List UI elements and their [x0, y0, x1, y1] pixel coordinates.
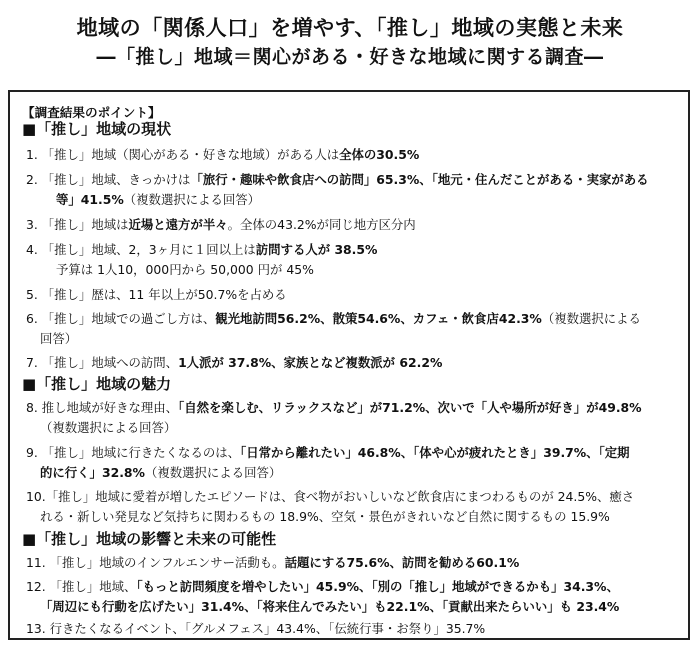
- points-header: 【調査結果のポイント】: [22, 105, 161, 120]
- list-item-continuation: 的に行く」32.8%（複数選択による回答）: [40, 465, 282, 480]
- section-heading-status: ■「推し」地域の現状: [22, 120, 172, 138]
- list-item: 5. 「推し」歴は、11 年以上が50.7%を占める: [26, 287, 287, 302]
- list-item: 7. 「推し」地域への訪問、1人派が 37.8%、家族となど複数派が 62.2%: [26, 355, 443, 370]
- list-item: 3. 「推し」地域は近場と遠方が半々。全体の43.2%が同じ地方区分内: [26, 217, 416, 232]
- list-item-continuation: （複数選択による回答）: [40, 420, 177, 435]
- list-item: 11. 「推し」地域のインフルエンサー活動も。話題にする75.6%、訪問を勧める60.1%: [26, 555, 520, 570]
- list-item-continuation: 予算は 1人10，000円から 50,000 円が 45%: [56, 262, 314, 277]
- list-item: 2. 「推し」地域、きっかけは「旅行・趣味や飲食店への訪問」65.3%、「地元・住んだことがある・実家がある: [26, 172, 649, 187]
- page-title: 地域の「関係人口」を増やす、「推し」地域の実態と未来: [76, 16, 624, 40]
- list-item: 8. 推し地域が好きな理由、「自然を楽しむ、リラックスなど」が71.2%、次いで「人や場所が好き」が49.8%: [26, 400, 642, 415]
- list-item: 10.「推し」地域に愛着が増したエピソードは、食べ物がおいしいなど飲食店にまつわるものが 24.5%、癒さ: [26, 489, 635, 504]
- list-item: 6. 「推し」地域での過ごし方は、観光地訪問56.2%、散策54.6%、カフェ・飲食店42.3%（複数選択による: [26, 311, 641, 326]
- section-heading-appeal: ■「推し」地域の魅力: [22, 375, 172, 393]
- page-subtitle: ―「推し」地域＝関心がある・好きな地域に関する調査―: [96, 46, 604, 68]
- list-item: 13. 行きたくなるイベント、「グルメフェス」43.4%、「伝統行事・お祭り」35.7%: [26, 621, 486, 636]
- list-item: 9. 「推し」地域に行きたくなるのは、「日常から離れたい」46.8%、「体や心が疲れたとき」39.7%、「定期: [26, 445, 630, 460]
- list-item: 1. 「推し」地域（関心がある・好きな地域）がある人は全体の30.5%: [26, 147, 420, 162]
- list-item-continuation: 回答）: [40, 331, 78, 346]
- list-item: 12. 「推し」地域、「もっと訪問頻度を増やしたい」45.9%、「別の「推し」地域ができるかも」34.3%、: [26, 579, 619, 594]
- section-heading-future: ■「推し」地域の影響と未来の可能性: [22, 530, 277, 548]
- list-item-continuation: れる・新しい発見など気持ちに関わるもの 18.9%、空気・景色がきれいなど自然に関するもの 15.9%: [40, 509, 610, 524]
- summary-box: [8, 90, 690, 640]
- list-item-continuation: 等」41.5%（複数選択による回答）: [56, 192, 261, 207]
- list-item: 4. 「推し」地域、2，3ヶ月に１回以上は訪問する人が 38.5%: [26, 242, 378, 257]
- list-item-continuation: 「周辺にも行動を広げたい」31.4%、「将来住んでみたい」も22.1%、「貢献出来たらいい」も 23.4%: [40, 599, 620, 614]
